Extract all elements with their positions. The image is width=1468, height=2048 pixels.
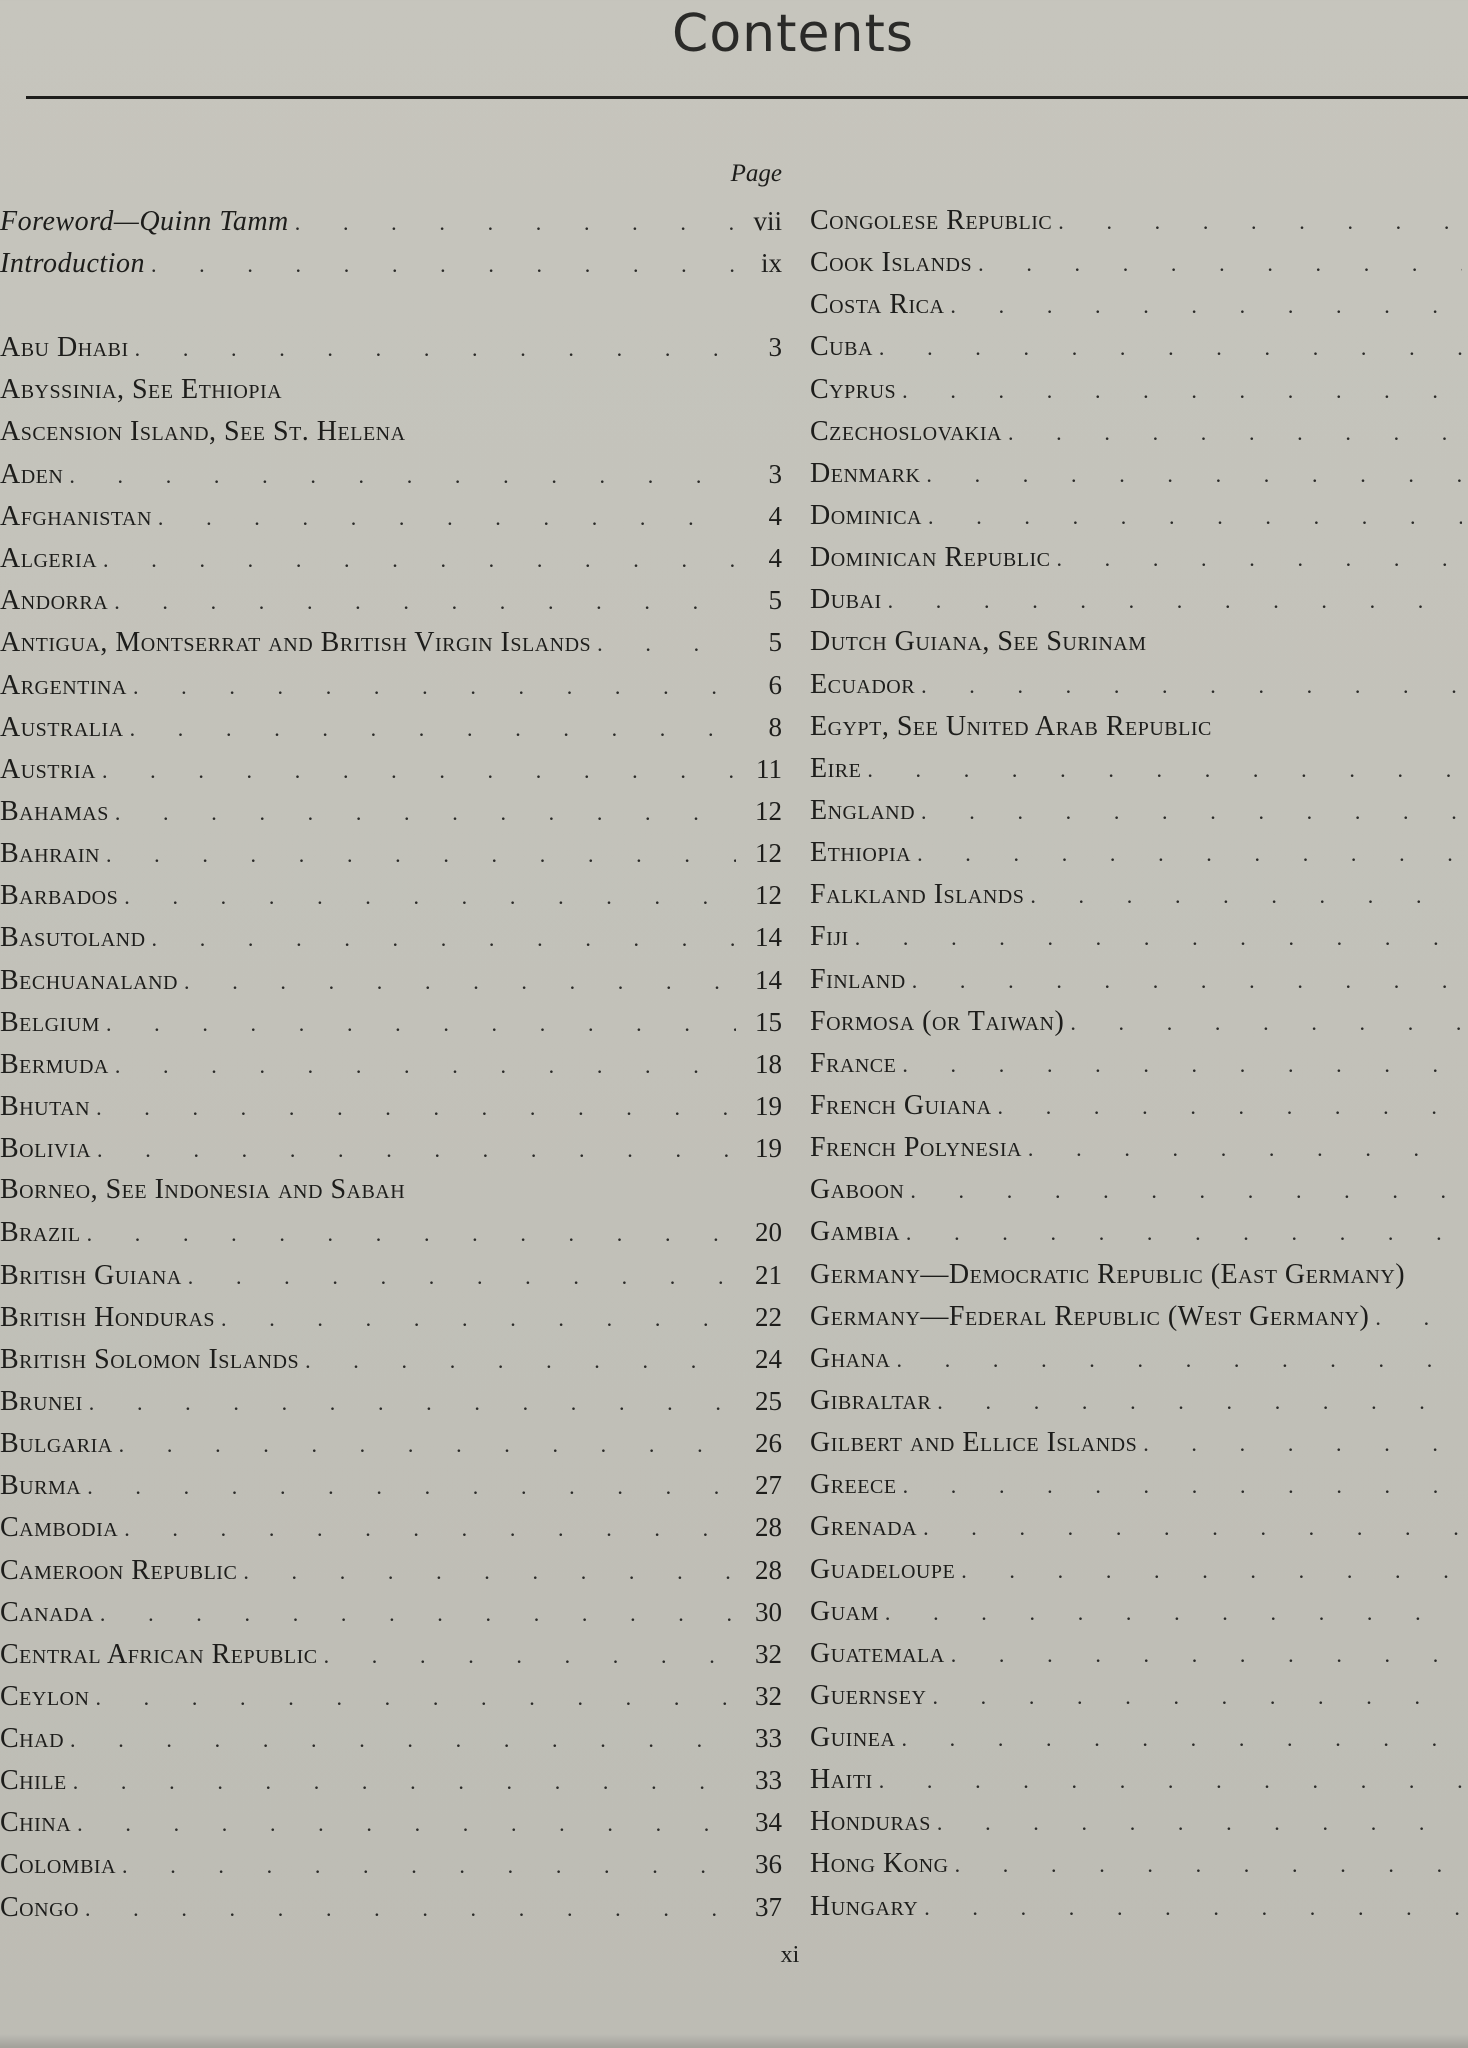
toc-entry-page: 3 bbox=[768, 458, 782, 489]
toc-entry-brazil bbox=[0, 1211, 782, 1253]
dot-leader bbox=[998, 1086, 1462, 1127]
toc-entry-page: 6 bbox=[768, 669, 782, 700]
toc-entry-title: Algeria bbox=[0, 543, 98, 575]
toc-entry-title: Chile bbox=[0, 1765, 67, 1797]
toc-entry-title: Falkland Islands bbox=[810, 879, 1025, 911]
toc-right-column bbox=[810, 200, 1468, 1928]
dot-leader bbox=[951, 1634, 1462, 1675]
toc-entry-hong-kong bbox=[810, 1843, 1468, 1885]
toc-entry-page: 18 bbox=[755, 1048, 782, 1079]
dot-leader bbox=[87, 1466, 736, 1506]
toc-entry-title: Basutoland bbox=[0, 922, 146, 954]
page-edge-shadow bbox=[0, 2034, 1468, 2048]
toc-entry-eire bbox=[810, 748, 1468, 790]
dot-leader bbox=[1070, 1002, 1462, 1043]
toc-entry-guinea bbox=[810, 1717, 1468, 1759]
dot-leader bbox=[902, 370, 1462, 411]
toc-entry-page: 12 bbox=[755, 795, 782, 826]
toc-entry-page: 3 bbox=[768, 332, 782, 363]
dot-leader bbox=[1375, 1297, 1462, 1338]
toc-entry-page: 24 bbox=[755, 1343, 782, 1374]
toc-entry-page: 32 bbox=[755, 1638, 782, 1669]
dot-leader bbox=[77, 1803, 736, 1843]
dot-leader bbox=[910, 1170, 1462, 1211]
dot-leader bbox=[103, 539, 736, 579]
toc-entry-title: British Honduras bbox=[0, 1301, 216, 1333]
toc-entry-title: Egypt, See United Arab Republic bbox=[810, 710, 1212, 742]
toc-entry-title: Borneo, See Indonesia and Sabah bbox=[0, 1174, 406, 1206]
toc-entry-title: Guam bbox=[810, 1595, 879, 1627]
toc-entry-title: Chad bbox=[0, 1723, 65, 1755]
toc-entry-title: Finland bbox=[810, 963, 906, 995]
dot-leader bbox=[69, 455, 736, 495]
toc-entry-formosa-or-taiwan bbox=[810, 1001, 1468, 1043]
dot-leader bbox=[950, 285, 1462, 326]
toc-entry-chile bbox=[0, 1759, 782, 1801]
toc-entry-abyssinia-see-ethiopia bbox=[0, 369, 782, 411]
toc-entry-gambia bbox=[810, 1211, 1468, 1253]
toc-entry-title: China bbox=[0, 1807, 72, 1839]
dot-leader bbox=[184, 961, 736, 1001]
toc-entry-colombia bbox=[0, 1843, 782, 1885]
toc-entry-title: Fiji bbox=[810, 921, 849, 953]
toc-entry-title: Bahrain bbox=[0, 838, 100, 870]
toc-entry-france bbox=[810, 1043, 1468, 1085]
toc-entry-title: Honduras bbox=[810, 1806, 931, 1838]
toc-entry-costa-rica bbox=[810, 284, 1468, 326]
toc-entry-page: 5 bbox=[768, 585, 782, 616]
toc-entry-hungary bbox=[810, 1886, 1468, 1928]
toc-entry-bechuanaland bbox=[0, 959, 782, 1001]
toc-entry-dubai bbox=[810, 579, 1468, 621]
toc-entry-bhutan bbox=[0, 1085, 782, 1127]
toc-entry-england bbox=[810, 790, 1468, 832]
dot-leader bbox=[955, 1844, 1462, 1885]
dot-leader bbox=[133, 666, 736, 706]
toc-entry-title: Denmark bbox=[810, 457, 921, 489]
toc-entry-canada bbox=[0, 1591, 782, 1633]
dot-leader bbox=[305, 1340, 736, 1380]
toc-entry-barbados bbox=[0, 874, 782, 916]
toc-entry-cuba bbox=[810, 326, 1468, 368]
toc-entry-title: Czechoslovakia bbox=[810, 415, 1002, 447]
toc-entry-title: Guernsey bbox=[810, 1679, 927, 1711]
toc-entry-title: Dominica bbox=[810, 499, 922, 531]
toc-entry-page: 28 bbox=[755, 1554, 782, 1585]
toc-entry-page: 4 bbox=[768, 500, 782, 531]
dot-leader bbox=[961, 1550, 1462, 1591]
toc-entry-aden bbox=[0, 453, 782, 495]
toc-entry-title: Cyprus bbox=[810, 373, 897, 405]
toc-entry-title: Cook Islands bbox=[810, 247, 973, 279]
toc-entry-falkland-islands bbox=[810, 874, 1468, 916]
dot-leader bbox=[901, 1718, 1462, 1759]
toc-entry-congolese-republic bbox=[810, 200, 1468, 242]
toc-entry-title: Cameroon Republic bbox=[0, 1554, 238, 1586]
toc-entry-borneo-see-indonesia-and-sabah bbox=[0, 1169, 782, 1211]
dot-leader bbox=[115, 792, 736, 832]
dot-leader bbox=[73, 1761, 736, 1801]
toc-entry-cook-islands bbox=[810, 242, 1468, 284]
dot-leader bbox=[70, 1719, 736, 1759]
toc-entry-guam bbox=[810, 1591, 1468, 1633]
toc-entry-guadeloupe bbox=[810, 1549, 1468, 1591]
toc-entry-ethiopia bbox=[810, 832, 1468, 874]
toc-entry-guernsey bbox=[810, 1675, 1468, 1717]
dot-leader bbox=[119, 1424, 736, 1464]
toc-entry-gibraltar bbox=[810, 1380, 1468, 1422]
dot-leader bbox=[152, 918, 736, 958]
toc-entry-germany-democratic-republic-east-germany bbox=[810, 1254, 1468, 1296]
toc-entry-czechoslovakia bbox=[810, 411, 1468, 453]
dot-leader bbox=[95, 1677, 736, 1717]
toc-entry-page: 21 bbox=[755, 1259, 782, 1290]
dot-leader bbox=[924, 1887, 1462, 1928]
dot-leader bbox=[87, 1213, 736, 1253]
toc-entry-foreword-quinn-tamm bbox=[0, 200, 782, 242]
toc-entry-page: vii bbox=[753, 206, 782, 236]
dot-leader bbox=[221, 1298, 736, 1338]
toc-entry-title: Abu Dhabi bbox=[0, 332, 129, 364]
dot-leader bbox=[917, 833, 1462, 874]
dot-leader bbox=[885, 1592, 1462, 1633]
toc-entry-british-honduras bbox=[0, 1296, 782, 1338]
toc-entry-dominican-republic bbox=[810, 537, 1468, 579]
toc-entry-title: Grenada bbox=[810, 1511, 918, 1543]
toc-entry-page: 37 bbox=[755, 1891, 782, 1922]
toc-entry-title: Costa Rica bbox=[810, 289, 945, 321]
dot-leader bbox=[124, 1508, 736, 1548]
toc-entry-page: 19 bbox=[755, 1090, 782, 1121]
dot-leader bbox=[902, 1044, 1462, 1085]
toc-entry-page: 25 bbox=[755, 1385, 782, 1416]
toc-entry-title: Colombia bbox=[0, 1849, 117, 1881]
toc-entry-germany-federal-republic-west-germany bbox=[810, 1296, 1468, 1338]
toc-entry-title: Barbados bbox=[0, 880, 119, 912]
toc-entry-ceylon bbox=[0, 1675, 782, 1717]
toc-entry-title: French Polynesia bbox=[810, 1132, 1022, 1164]
dot-leader bbox=[158, 497, 736, 537]
dot-leader bbox=[102, 750, 736, 790]
toc-entry-title: Belgium bbox=[0, 1006, 100, 1038]
toc-spacer bbox=[0, 284, 782, 326]
toc-entry-title: Gambia bbox=[810, 1216, 900, 1248]
toc-entry-title: Argentina bbox=[0, 669, 127, 701]
toc-entry-bahrain bbox=[0, 832, 782, 874]
toc-left-column bbox=[0, 200, 782, 1928]
toc-entry-title: Congolese Republic bbox=[810, 205, 1053, 236]
toc-entry-title: Germany—Federal Republic (West Germany) bbox=[810, 1300, 1370, 1332]
dot-leader bbox=[903, 1465, 1462, 1506]
toc-entry-title: Eire bbox=[810, 752, 862, 784]
dot-leader bbox=[115, 1045, 736, 1085]
toc-entry-title: Ceylon bbox=[0, 1680, 90, 1712]
toc-entry-page: 30 bbox=[755, 1596, 782, 1627]
dot-leader bbox=[1028, 1128, 1462, 1169]
toc-entry-title: Ethiopia bbox=[810, 837, 912, 869]
toc-entry-title: Cambodia bbox=[0, 1512, 119, 1544]
toc-entry-gilbert-and-ellice-islands bbox=[810, 1422, 1468, 1464]
dot-leader bbox=[897, 1339, 1463, 1380]
toc-entry-china bbox=[0, 1801, 782, 1843]
toc-entry-page: 36 bbox=[755, 1849, 782, 1880]
dot-leader bbox=[295, 202, 736, 242]
toc-entry-french-polynesia bbox=[810, 1127, 1468, 1169]
toc-entry-title: Dubai bbox=[810, 584, 882, 616]
toc-entry-title: British Guiana bbox=[0, 1259, 182, 1291]
toc-entry-title: French Guiana bbox=[810, 1089, 992, 1121]
toc-entry-page: 12 bbox=[755, 880, 782, 911]
dot-leader bbox=[188, 1256, 736, 1296]
toc-entry-title: Cuba bbox=[810, 331, 873, 363]
toc-entry-denmark bbox=[810, 453, 1468, 495]
dot-leader bbox=[1056, 538, 1462, 579]
toc-entry-title: Bulgaria bbox=[0, 1428, 113, 1460]
toc-entry-ghana bbox=[810, 1338, 1468, 1380]
toc-entry-page: 27 bbox=[755, 1470, 782, 1501]
toc-entry-page: ix bbox=[760, 248, 782, 279]
toc-entry-title: Hong Kong bbox=[810, 1848, 949, 1880]
dot-leader bbox=[906, 1212, 1462, 1253]
dot-leader bbox=[85, 1888, 736, 1928]
toc-entry-australia bbox=[0, 706, 782, 748]
toc-entry-page: 12 bbox=[755, 838, 782, 869]
toc-entry-title: Austria bbox=[0, 753, 96, 785]
toc-entry-title: Afghanistan bbox=[0, 500, 152, 532]
toc-entry-title: Guadeloupe bbox=[810, 1553, 956, 1585]
toc-entry-haiti bbox=[810, 1759, 1468, 1801]
toc-entry-page: 33 bbox=[755, 1723, 782, 1754]
toc-entry-austria bbox=[0, 748, 782, 790]
toc-entry-finland bbox=[810, 959, 1468, 1001]
toc-entry-title: Formosa (or Taiwan) bbox=[810, 1005, 1065, 1037]
toc-entry-french-guiana bbox=[810, 1085, 1468, 1127]
toc-entry-introduction bbox=[0, 242, 782, 284]
toc-entry-title: Aden bbox=[0, 458, 64, 490]
dot-leader bbox=[1058, 201, 1462, 242]
toc-entry-page: 5 bbox=[768, 627, 782, 658]
toc-entry-title: England bbox=[810, 794, 916, 826]
toc-entry-page: 8 bbox=[768, 711, 782, 742]
toc-entry-page: 34 bbox=[755, 1807, 782, 1838]
dot-leader bbox=[932, 1676, 1462, 1717]
dot-leader bbox=[937, 1381, 1462, 1422]
toc-entry-brunei bbox=[0, 1380, 782, 1422]
toc-entry-page: 14 bbox=[755, 922, 782, 953]
toc-entry-chad bbox=[0, 1717, 782, 1759]
toc-entry-title: Hungary bbox=[810, 1890, 919, 1922]
toc-entry-title: Bhutan bbox=[0, 1090, 91, 1122]
toc-entry-grenada bbox=[810, 1506, 1468, 1548]
dot-leader bbox=[978, 243, 1462, 284]
toc-entry-congo bbox=[0, 1886, 782, 1928]
dot-leader bbox=[96, 1087, 736, 1127]
toc-entry-title: Bolivia bbox=[0, 1133, 92, 1165]
toc-entry-bermuda bbox=[0, 1043, 782, 1085]
toc-entry-guatemala bbox=[810, 1633, 1468, 1675]
toc-entry-title: Greece bbox=[810, 1469, 897, 1501]
toc-entry-title: Canada bbox=[0, 1596, 94, 1628]
dot-leader bbox=[926, 454, 1462, 495]
toc-entry-belgium bbox=[0, 1001, 782, 1043]
dot-leader bbox=[888, 580, 1462, 621]
toc-entry-page: 15 bbox=[755, 1006, 782, 1037]
toc-entry-title: Germany—Democratic Republic (East Germany) bbox=[810, 1258, 1406, 1290]
dot-leader bbox=[921, 791, 1462, 832]
toc-entry-andorra bbox=[0, 579, 782, 621]
toc-entry-page: 33 bbox=[755, 1765, 782, 1796]
toc-entry-title: Foreword—Quinn Tamm bbox=[0, 206, 289, 237]
toc-entry-title: Gaboon bbox=[810, 1174, 905, 1206]
dot-leader bbox=[879, 1760, 1462, 1801]
dot-leader bbox=[324, 1635, 736, 1675]
dot-leader bbox=[151, 244, 736, 284]
toc-entry-basutoland bbox=[0, 916, 782, 958]
toc-entry-honduras bbox=[810, 1801, 1468, 1843]
toc-entry-title: Abyssinia, See Ethiopia bbox=[0, 373, 283, 405]
toc-entry-page: 14 bbox=[755, 964, 782, 995]
toc-entry-title: Haiti bbox=[810, 1764, 873, 1796]
toc-entry-title: Andorra bbox=[0, 585, 109, 617]
dot-leader bbox=[912, 960, 1462, 1001]
toc-entry-title: Introduction bbox=[0, 248, 145, 280]
title-rule bbox=[26, 96, 1468, 99]
toc-entry-title: Bechuanaland bbox=[0, 964, 178, 996]
dot-leader bbox=[1030, 875, 1462, 916]
toc-entry-dominica bbox=[810, 495, 1468, 537]
page-column-label: Page bbox=[730, 160, 782, 187]
toc-entry-gaboon bbox=[810, 1169, 1468, 1211]
dot-leader bbox=[100, 1593, 736, 1633]
toc-entry-page: 19 bbox=[755, 1133, 782, 1164]
dot-leader bbox=[1008, 412, 1462, 453]
toc-entry-ascension-island-see-st-helena bbox=[0, 411, 782, 453]
toc-entry-cambodia bbox=[0, 1506, 782, 1548]
dot-leader bbox=[106, 834, 736, 874]
toc-entry-page: 26 bbox=[755, 1428, 782, 1459]
toc-entry-title: British Solomon Islands bbox=[0, 1343, 300, 1375]
toc-entry-title: Brazil bbox=[0, 1217, 81, 1249]
toc-entry-british-solomon-islands bbox=[0, 1338, 782, 1380]
toc-entry-egypt-see-united-arab-republic bbox=[810, 706, 1468, 748]
toc-entry-title: France bbox=[810, 1047, 897, 1079]
dot-leader bbox=[879, 327, 1462, 368]
toc-entry-page: 4 bbox=[768, 543, 782, 574]
toc-entry-title: Brunei bbox=[0, 1385, 83, 1417]
toc-entry-title: Gibraltar bbox=[810, 1384, 932, 1416]
toc-entry-abu-dhabi bbox=[0, 326, 782, 368]
dot-leader bbox=[937, 1802, 1462, 1843]
dot-leader bbox=[243, 1551, 736, 1591]
toc-entry-page: 28 bbox=[755, 1512, 782, 1543]
toc-entry-fiji bbox=[810, 916, 1468, 958]
dot-leader bbox=[928, 496, 1462, 537]
toc-entry-title: Burma bbox=[0, 1470, 82, 1502]
toc-entry-title: Congo bbox=[0, 1891, 79, 1923]
toc-entry-cyprus bbox=[810, 369, 1468, 411]
toc-entry-page: 20 bbox=[755, 1217, 782, 1248]
toc-entry-british-guiana bbox=[0, 1254, 782, 1296]
toc-entry-page: 22 bbox=[755, 1301, 782, 1332]
dot-leader bbox=[923, 1507, 1462, 1548]
toc-entry-title: Ascension Island, See St. Helena bbox=[0, 415, 406, 447]
toc-entry-greece bbox=[810, 1464, 1468, 1506]
page-title: Contents bbox=[672, 4, 914, 64]
toc-entry-title: Dutch Guiana, See Surinam bbox=[810, 626, 1147, 658]
toc-entry-ecuador bbox=[810, 664, 1468, 706]
toc-entry-cameroon-republic bbox=[0, 1549, 782, 1591]
toc-entry-central-african-republic bbox=[0, 1633, 782, 1675]
toc-entry-burma bbox=[0, 1464, 782, 1506]
dot-leader bbox=[122, 1845, 736, 1885]
toc-entry-title: Antigua, Montserrat and British Virgin Islands bbox=[0, 627, 592, 659]
toc-entry-title: Gilbert and Ellice Islands bbox=[810, 1427, 1138, 1459]
folio-page-number: xi bbox=[780, 1942, 800, 1968]
toc-entry-bolivia bbox=[0, 1127, 782, 1169]
toc-entry-bulgaria bbox=[0, 1422, 782, 1464]
dot-leader bbox=[114, 581, 736, 621]
dot-leader bbox=[124, 876, 736, 916]
toc-entry-title: Central African Republic bbox=[0, 1638, 318, 1670]
dot-leader bbox=[867, 749, 1462, 790]
toc-entry-argentina bbox=[0, 664, 782, 706]
toc-entry-bahamas bbox=[0, 790, 782, 832]
toc-entry-algeria bbox=[0, 537, 782, 579]
toc-entry-title: Bahamas bbox=[0, 795, 109, 827]
toc-entry-title: Bermuda bbox=[0, 1048, 109, 1080]
toc-entry-title: Dominican Republic bbox=[810, 542, 1051, 574]
dot-leader bbox=[89, 1382, 736, 1422]
dot-leader bbox=[135, 328, 736, 368]
dot-leader bbox=[597, 623, 736, 663]
toc-entry-dutch-guiana-see-surinam bbox=[810, 621, 1468, 663]
dot-leader bbox=[1143, 1423, 1462, 1464]
dot-leader bbox=[97, 1129, 736, 1169]
toc-entry-page: 32 bbox=[755, 1680, 782, 1711]
dot-leader bbox=[855, 917, 1462, 958]
dot-leader bbox=[130, 708, 736, 748]
dot-leader bbox=[106, 1003, 736, 1043]
toc-entry-title: Ghana bbox=[810, 1342, 891, 1374]
dot-leader bbox=[921, 665, 1462, 706]
toc-entry-antigua-montserrat-and-british-virgin-islands bbox=[0, 621, 782, 663]
toc-entry-title: Guatemala bbox=[810, 1637, 945, 1669]
toc-entry-page: 11 bbox=[756, 753, 782, 784]
toc-entry-afghanistan bbox=[0, 495, 782, 537]
toc-entry-title: Ecuador bbox=[810, 668, 916, 700]
toc-entry-title: Guinea bbox=[810, 1722, 896, 1754]
toc-entry-title: Australia bbox=[0, 711, 124, 743]
